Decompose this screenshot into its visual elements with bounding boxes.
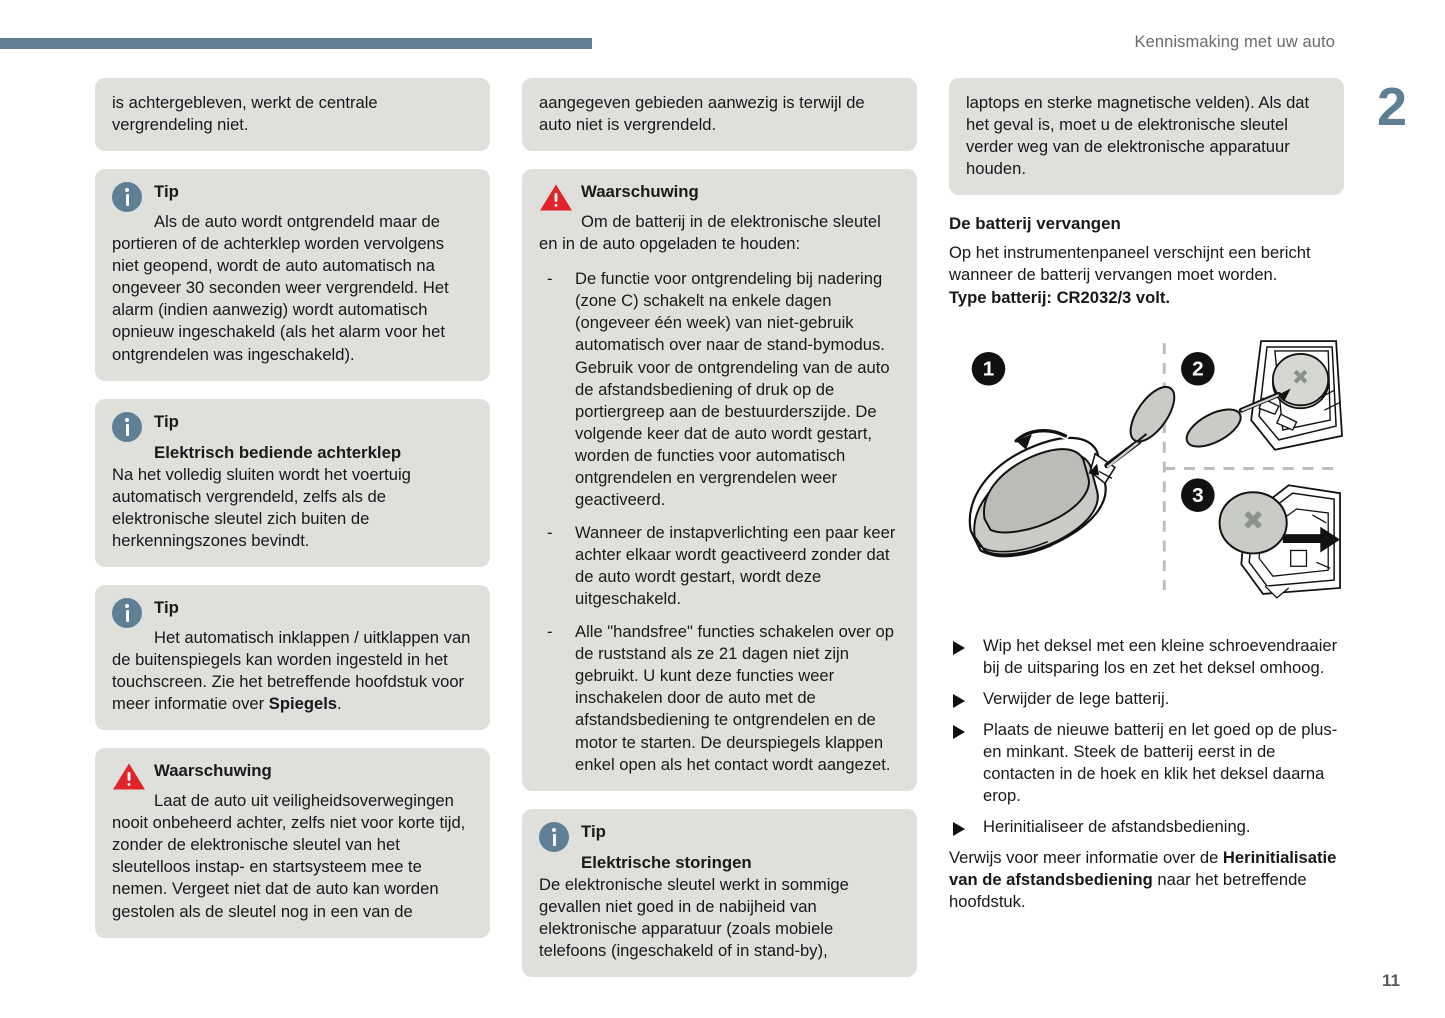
page-columns [95,78,1345,995]
warning-box-header [112,760,473,790]
tip-box-mirrors [95,585,490,730]
warning-triangle-icon [539,183,573,212]
tip-label: Tip [154,182,179,202]
tip-box-powered-tailgate [95,399,490,567]
tip-subtitle: Elektrische storingen [581,852,752,872]
tip-box-header [112,597,473,627]
svg-text:3: 3 [1192,483,1204,507]
cross-reference-text: Verwijs voor meer informatie over de Herinitialisatie van de afstandsbediening naar het betreffende hoofdstuk. [949,848,1337,912]
warning-triangle-icon [112,762,146,791]
warning-dash-list [539,268,900,775]
list-item: Plaats de nieuwe batterij en let goed op de plus- en minkant. Steek de batterij eerst in de contacten in de hoek en klik het deksel daarna erop. [949,719,1344,807]
tip-box-auto-relock [95,169,490,380]
tip-box-electrical-interference [522,809,917,977]
continued-text-box-middle [522,78,917,151]
list-item: - De functie voor ontgrendeling bij nadering (zone C) schakelt na enkele dagen (ongeveer één week) van niet-gebruik automatisch over naar de stand-bymodus. Gebruik voor de ontgrendeling van de auto de afstandsbediening of druk op de portiergreep aan de bestuurderszijde. De volgende keer dat de auto wordt gestart, worden de functies voor automatisch ontgrendelen en vergrendelen weer geactiveerd. [539,268,900,511]
continued-text-box-right [949,78,1344,195]
tip-label: Tip [154,597,179,617]
list-item: - Wanneer de instapverlichting een paar keer achter elkaar wordt geactiveerd zonder dat de auto wordt gestart, wordt deze uitgeschakeld. [539,522,900,610]
warning-intro-battery-charge: Om de batterij in de elektronische sleutel en in de auto opgeladen te houden: [539,212,881,254]
tip-box-header [112,181,473,211]
battery-type-text: Type batterij: CR2032/3 volt. [949,287,1171,307]
column-middle [522,78,917,995]
chapter-number: 2 [1376,77,1407,137]
info-icon [112,412,142,442]
continued-text-left: is achtergebleven, werkt de centrale vergrendeling niet. [112,93,378,135]
list-item: - Alle "handsfree" functies schakelen over op de ruststand als ze 21 dagen niet zijn gebruikt. U kunt deze functies weer inschakelen door de auto met de afstandsbediening te ontgrendelen en de motor te starten. De deurspiegels klappen enkel open als het contact wordt aangezet. [539,621,900,775]
header-accent-bar [0,38,592,49]
tip-label: Tip [581,821,606,841]
tip-text-auto-relock: Als de auto wordt ontgrendeld maar de portieren of de achterklep worden vervolgens niet geopend, wordt de auto automatisch na ongeveer 30 seconden weer vergrendeld. Het alarm (indien aanwezig) wordt automatisch opnieuw ingeschakeld (als het alarm voor het ontgrendelen was ingeschakeld). [112,212,449,364]
page-number: 11 [1382,971,1400,990]
tip-text-powered-tailgate: Na het volledig sluiten wordt het voertuig automatisch vergrendeld, zelfs als de elektronische sleutel zich buiten de herkenningszones bevindt. [112,464,411,550]
tip-subtitle: Elektrisch bediende achterklep [154,442,402,462]
info-icon [539,822,569,852]
warning-label: Waarschuwing [154,761,272,781]
cross-reference-bold: Herinitialisatie van de afstandsbediening [949,848,1337,890]
battery-replacement-section [949,213,1344,913]
battery-replacement-steps [949,635,1344,839]
continued-text-right: laptops en sterke magnetische velden). Als dat het geval is, moet u de elektronische sleutel verder weg van de elektronische apparatuur houden. [966,93,1310,179]
list-item: Verwijder de lege batterij. [949,688,1344,710]
warning-box-battery-charge [522,169,917,791]
svg-text:1: 1 [982,357,995,381]
info-icon [112,598,142,628]
tip-box-header [539,821,900,874]
continued-text-box-left [95,78,490,151]
section-text-battery-replacement: Op het instrumentenpaneel verschijnt een bericht wanneer de batterij vervangen moet worden. [949,243,1311,285]
key-fob-battery-illustration [949,325,1344,617]
section-heading-battery-replacement: De batterij vervangen [949,214,1121,234]
column-left [95,78,490,956]
tip-text-mirrors: Het automatisch inklappen / uitklappen van de buitenspiegels kan worden ingesteld in het touchscreen. Zie het betreffende hoofdstuk voor meer informatie over Spiegels. [112,627,471,714]
info-icon [112,182,142,212]
tip-box-header [112,411,473,464]
warning-text-unattended-vehicle: Laat de auto uit veiligheidsoverwegingen nooit onbeheerd achter, zelfs niet voor korte tijd, zonder de elektronische sleutel van het sleutelloos instap- en startsysteem mee te nemen. Vergeet niet dat de auto kan worden gestolen als de sleutel nog in een van de [112,791,466,921]
tip-text-electrical-interference: De elektronische sleutel werkt in sommige gevallen niet goed in de nabijheid van elektronische apparatuur (zoals mobiele telefoons (ingeschakeld of in stand-by), [539,874,849,960]
column-right [949,78,1344,913]
continued-text-middle: aangegeven gebieden aanwezig is terwijl de auto niet is vergrendeld. [539,93,865,135]
list-item: Wip het deksel met een kleine schroevendraaier bij de uitsparing los en zet het deksel omhoog. [949,635,1344,679]
list-item: Herinitialiseer de afstandsbediening. [949,816,1344,838]
warning-box-unattended-vehicle [95,748,490,937]
warning-label: Waarschuwing [581,182,699,202]
tip-text-mirrors-bold: Spiegels [268,694,338,714]
tip-label: Tip [154,411,179,431]
svg-text:2: 2 [1192,357,1204,381]
page-header-title: Kennismaking met uw auto [1134,33,1335,51]
warning-box-header [539,181,900,211]
